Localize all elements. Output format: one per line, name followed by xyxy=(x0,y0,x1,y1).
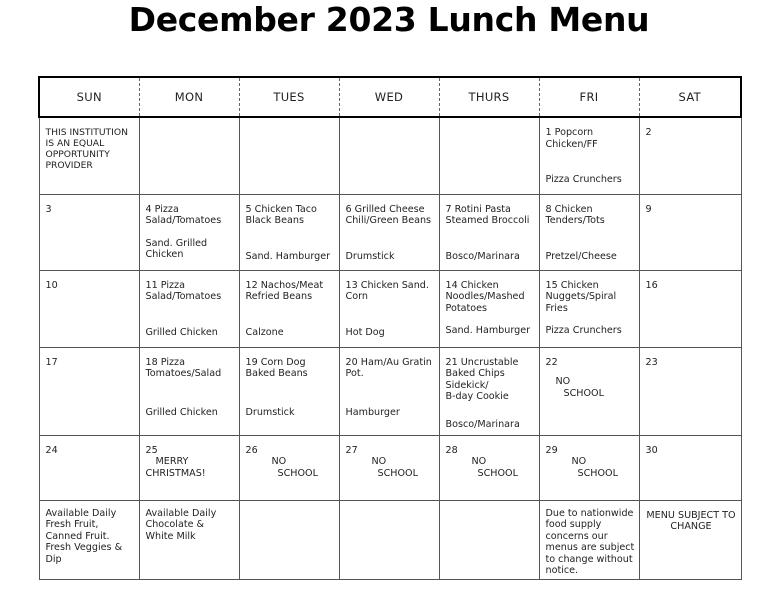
supply-notice-cell xyxy=(539,500,639,579)
menu-entree: 11 Pizza Salad/Tomatoes xyxy=(145,279,222,302)
menu-entree-extra: B-day Cookie xyxy=(445,391,509,402)
menu-entree: 20 Ham/Au Gratin Pot. xyxy=(345,356,432,379)
day-cell-empty xyxy=(439,117,539,194)
day-cell-empty xyxy=(139,117,239,194)
daily-fruit-note-cell xyxy=(39,500,139,579)
menu-entree: 7 Rotini Pasta Steamed Broccoli xyxy=(445,203,530,226)
day-cell xyxy=(439,435,539,500)
day-cell xyxy=(539,117,639,194)
no-school-label: NO xyxy=(271,456,287,467)
header-thurs: THURS xyxy=(439,77,539,117)
day-cell-empty xyxy=(239,500,339,579)
date-number: 24 xyxy=(45,444,58,456)
equal-opportunity-notice: THIS INSTITUTION IS AN EQUAL OPPORTUNITY PROVIDER xyxy=(45,127,128,171)
day-cell-empty xyxy=(239,117,339,194)
menu-alternate: Bosco/Marinara xyxy=(445,250,520,262)
menu-alternate: Pizza Crunchers xyxy=(545,325,622,336)
date-number: 17 xyxy=(45,356,58,368)
day-cell xyxy=(139,194,239,270)
menu-entree: 18 Pizza Tomatoes/Salad xyxy=(145,356,222,379)
menu-alternate: Bosco/Marinara xyxy=(445,418,520,430)
date-number: 10 xyxy=(45,279,58,291)
week-row xyxy=(39,117,741,194)
day-cell xyxy=(539,435,639,500)
day-cell xyxy=(139,270,239,347)
no-school-label: SCHOOL xyxy=(477,467,518,479)
day-cell xyxy=(539,194,639,270)
day-cell xyxy=(539,347,639,435)
holiday-label: CHRISTMAS! xyxy=(145,467,206,479)
no-school-label: SCHOOL xyxy=(377,467,418,479)
day-cell xyxy=(339,270,439,347)
date-number: 26 xyxy=(245,444,258,456)
day-cell-empty xyxy=(439,500,539,579)
week-row xyxy=(39,347,741,435)
page-title: December 2023 Lunch Menu xyxy=(128,0,650,39)
day-cell xyxy=(339,194,439,270)
calendar-grid xyxy=(38,76,742,580)
date-number: 30 xyxy=(645,444,658,456)
day-cell xyxy=(239,270,339,347)
day-cell xyxy=(639,117,741,194)
menu-entree: 13 Chicken Sand. Corn xyxy=(345,279,429,302)
menu-entree: 19 Corn Dog Baked Beans xyxy=(245,356,308,379)
menu-entree: 1 Popcorn Chicken/FF xyxy=(545,127,598,150)
menu-entree: 21 Uncrustable Baked Chips Sidekick/ xyxy=(445,356,519,391)
menu-alternate: Drumstick xyxy=(245,406,295,418)
day-cell xyxy=(439,194,539,270)
day-cell-empty xyxy=(339,500,439,579)
day-cell xyxy=(39,194,139,270)
no-school-label: NO xyxy=(371,456,387,467)
header-mon: MON xyxy=(139,77,239,117)
header-tues: TUES xyxy=(239,77,339,117)
date-number: 23 xyxy=(645,356,658,368)
menu-entree: 12 Nachos/Meat Refried Beans xyxy=(245,279,324,302)
date-number: 25 xyxy=(145,444,158,456)
day-cell xyxy=(39,435,139,500)
menu-alternate: Sand. Hamburger xyxy=(245,250,331,262)
menu-alternate: Pretzel/Cheese xyxy=(545,250,617,262)
day-cell xyxy=(39,117,139,194)
menu-alternate: Pizza Crunchers xyxy=(545,174,622,185)
menu-alternate: Grilled Chicken xyxy=(145,326,218,338)
day-cell xyxy=(139,435,239,500)
menu-alternate: Drumstick xyxy=(345,250,395,262)
no-school-label: NO xyxy=(555,376,571,387)
supply-notice: Due to nationwide food supply concerns our menus are subject to change without notice. xyxy=(545,507,635,576)
day-cell xyxy=(639,194,741,270)
menu-entree: 4 Pizza Salad/Tomatoes xyxy=(145,203,222,226)
day-cell xyxy=(139,347,239,435)
day-cell xyxy=(339,435,439,500)
day-cell-empty xyxy=(339,117,439,194)
menu-entree: 14 Chicken Noodles/Mashed Potatoes xyxy=(445,279,525,314)
no-school-label: NO xyxy=(571,456,587,467)
no-school-label: SCHOOL xyxy=(563,387,604,399)
week-row xyxy=(39,270,741,347)
menu-alternate: Sand. Grilled Chicken xyxy=(145,237,208,260)
day-cell xyxy=(339,347,439,435)
date-number: 22 xyxy=(545,356,558,368)
menu-alternate: Hot Dog xyxy=(345,326,385,338)
header-wed: WED xyxy=(339,77,439,117)
menu-entree: 8 Chicken Tenders/Tots xyxy=(545,203,605,226)
day-cell xyxy=(239,194,339,270)
no-school-label: NO xyxy=(471,456,487,467)
day-cell xyxy=(39,270,139,347)
date-number: 28 xyxy=(445,444,458,456)
header-sun: SUN xyxy=(39,77,139,117)
day-cell xyxy=(639,270,741,347)
menu-alternate: Hamburger xyxy=(345,406,400,418)
day-cell xyxy=(639,347,741,435)
menu-subject-to-change-cell xyxy=(639,500,741,579)
holiday-label: MERRY xyxy=(155,456,189,467)
menu-alternate: Calzone xyxy=(245,326,284,338)
day-cell xyxy=(439,347,539,435)
menu-alternate: Grilled Chicken xyxy=(145,406,218,418)
date-number: 9 xyxy=(645,203,652,215)
date-number: 29 xyxy=(545,444,558,456)
daily-milk-note: Available Daily Chocolate & White Milk xyxy=(145,507,217,542)
no-school-label: SCHOOL xyxy=(277,467,318,479)
day-cell xyxy=(239,435,339,500)
header-sat: SAT xyxy=(639,77,741,117)
date-number: 2 xyxy=(645,127,652,138)
menu-alternate: Sand. Hamburger xyxy=(445,325,531,336)
day-cell xyxy=(639,435,741,500)
daily-fruit-note: Available Daily Fresh Fruit, Canned Fruit. Fresh Veggies & Dip xyxy=(45,507,123,565)
menu-entree: 6 Grilled Cheese Chili/Green Beans xyxy=(345,203,432,226)
weekday-header-row xyxy=(39,77,741,117)
footer-row xyxy=(39,500,741,579)
header-fri: FRI xyxy=(539,77,639,117)
daily-milk-note-cell xyxy=(139,500,239,579)
day-cell xyxy=(439,270,539,347)
menu-entree: 5 Chicken Taco Black Beans xyxy=(245,203,317,226)
week-row xyxy=(39,194,741,270)
date-number: 16 xyxy=(645,279,658,291)
menu-subject-to-change: MENU SUBJECT TO CHANGE xyxy=(646,509,736,532)
day-cell xyxy=(239,347,339,435)
no-school-label: SCHOOL xyxy=(577,467,618,479)
menu-entree: 15 Chicken Nuggets/Spiral Fries xyxy=(545,279,617,314)
day-cell xyxy=(39,347,139,435)
date-number: 3 xyxy=(45,203,52,215)
day-cell xyxy=(539,270,639,347)
date-number: 27 xyxy=(345,444,358,456)
week-row xyxy=(39,435,741,500)
